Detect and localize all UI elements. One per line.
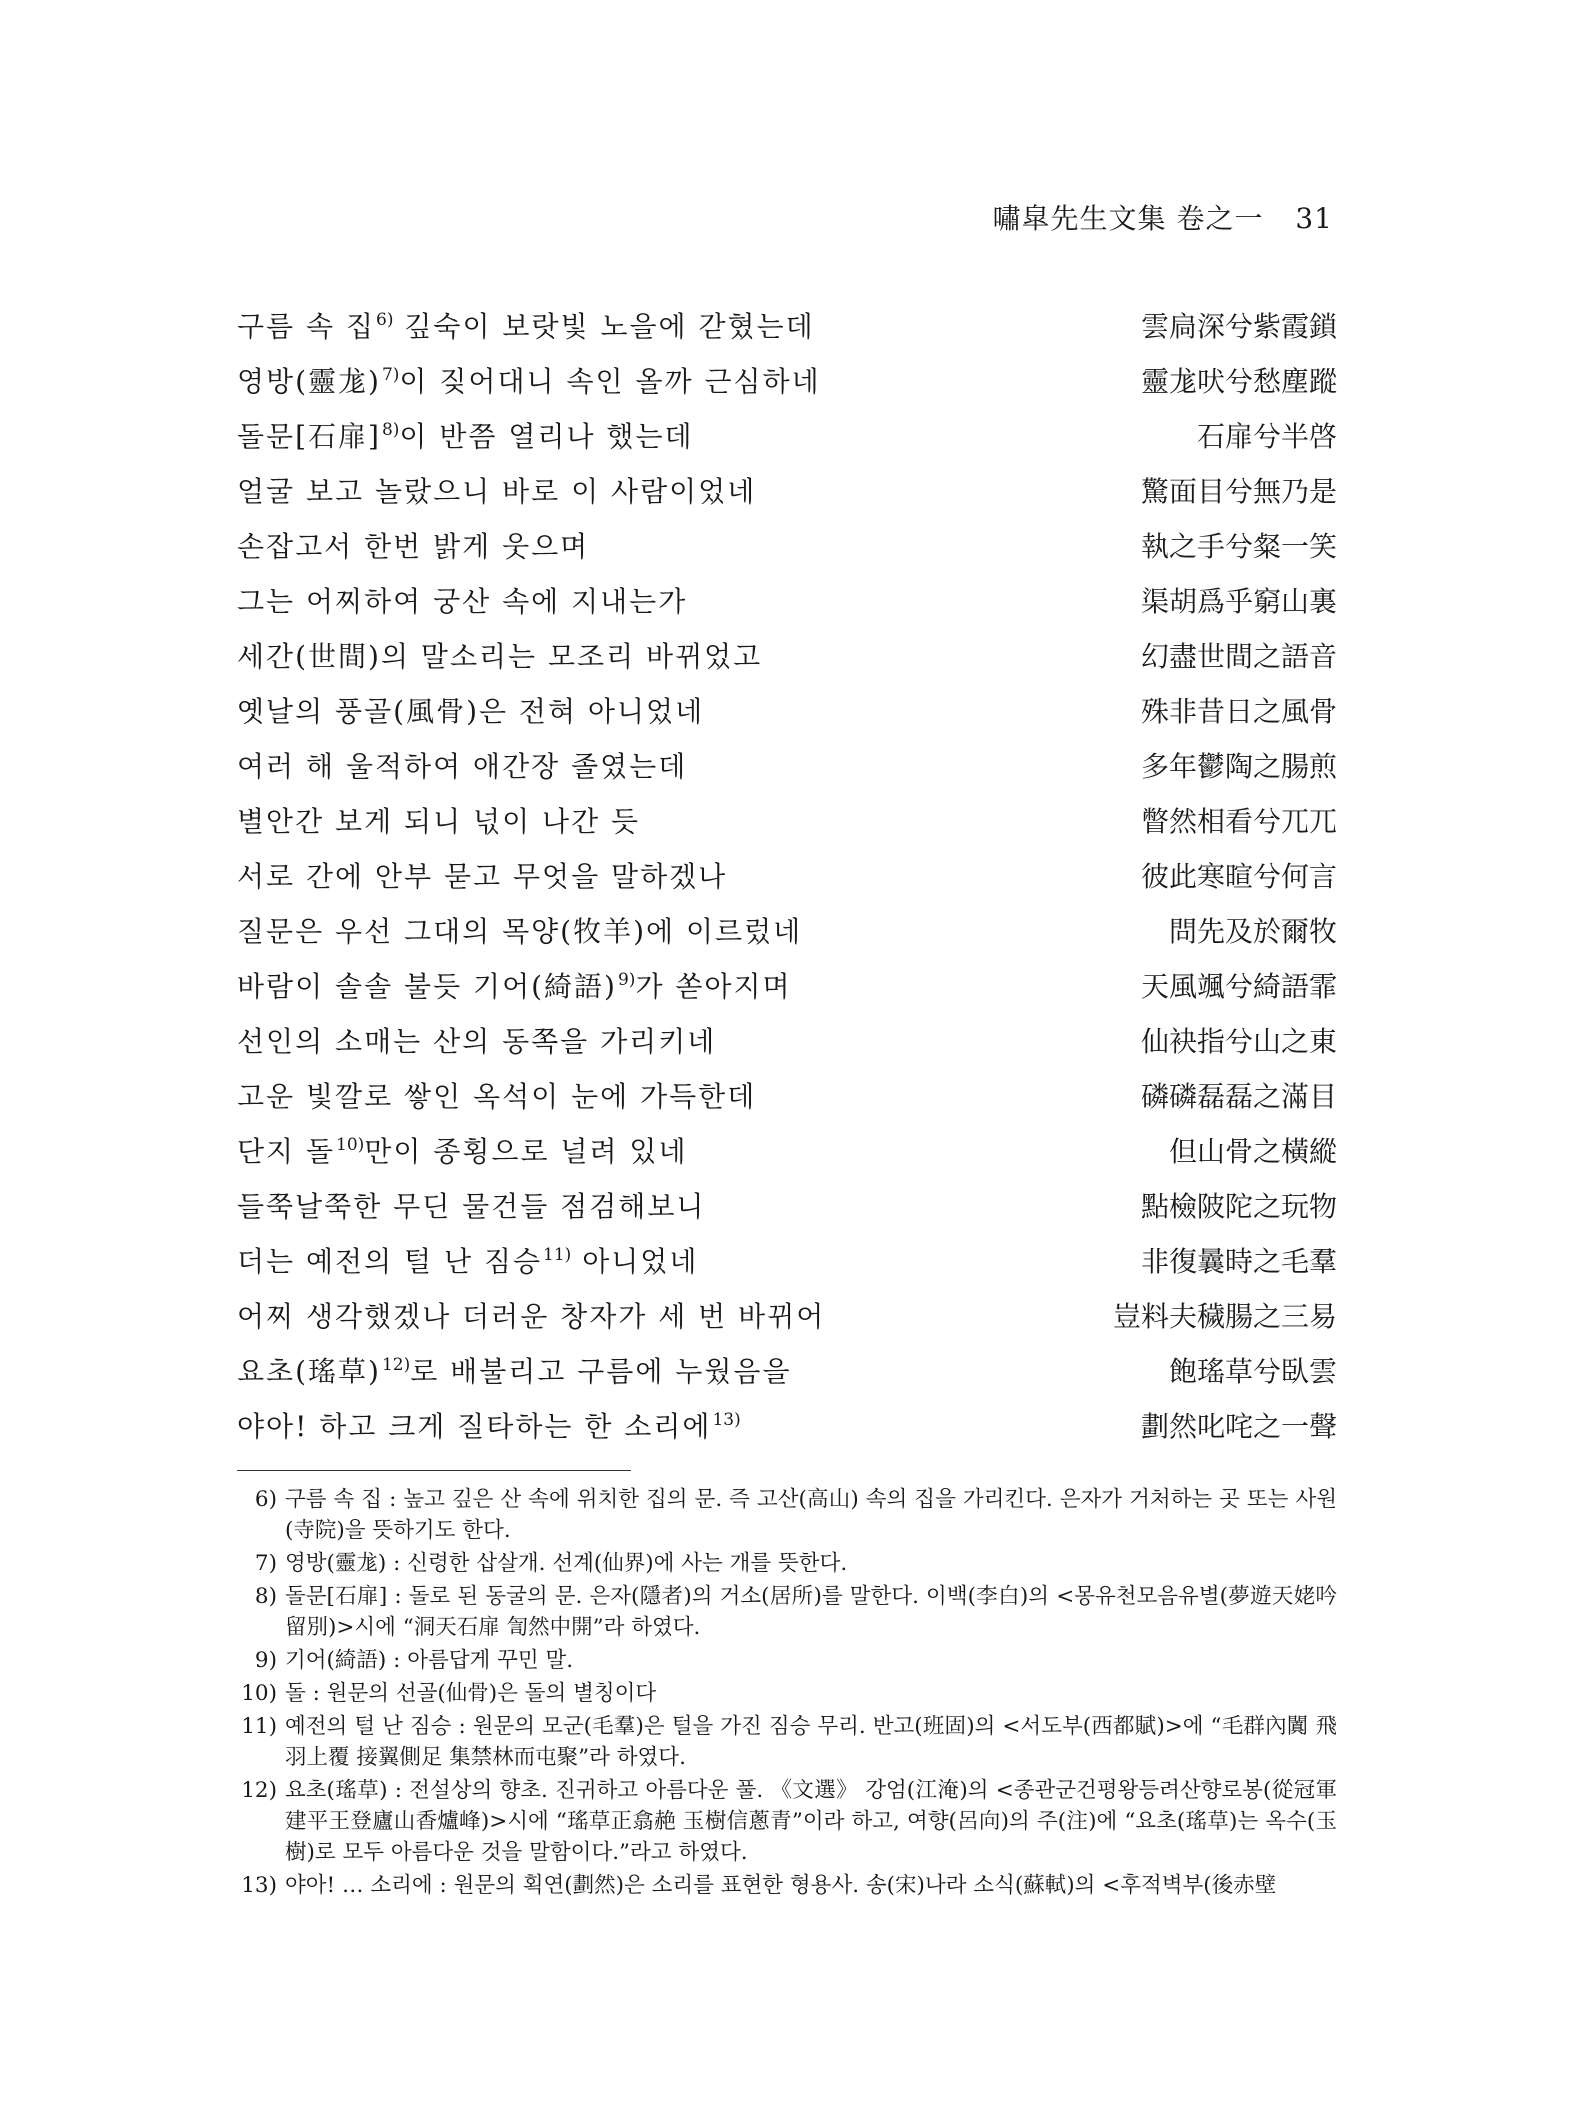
korean-translation bbox=[237, 412, 694, 462]
classical-chinese-original: 點檢陂陀之玩物 bbox=[1140, 1190, 1337, 1223]
verse-line bbox=[237, 687, 1337, 742]
classical-chinese-original: 石扉兮半啓 bbox=[1196, 420, 1337, 453]
verse-block bbox=[237, 302, 1337, 1457]
footnote-number: 6) bbox=[254, 1487, 277, 1512]
classical-chinese-original: 劃然叱咤之一聲 bbox=[1140, 1410, 1337, 1443]
korean-translation bbox=[237, 907, 802, 957]
footnote-text: 요초(瑤草) : 전설상의 향초. 진귀하고 아름다운 풀. 《文選》 강엄(江淹)의 <종관군건평왕등려산향로봉(從冠軍建平王登廬山香爐峰)>시에 “瑤草正翕赩 玉樹信蔥青”이라 하고, 여향(呂向)의 주(注)에 “요초(瑤草)는 옥수(玉樹)로 모두 아름다운 것을 말함이다.”라고 하였다. bbox=[285, 1778, 1337, 1865]
footnote-marker: 9) bbox=[617, 970, 636, 990]
korean-translation bbox=[237, 1182, 705, 1232]
verse-line bbox=[237, 852, 1337, 907]
classical-chinese-original: 雲扃深兮紫霞鎖 bbox=[1140, 310, 1337, 343]
page-number: 31 bbox=[1295, 202, 1333, 235]
verse-line bbox=[237, 797, 1337, 852]
korean-text-continued: 이 반쯤 열리나 했는데 bbox=[399, 420, 694, 453]
korean-text: 손잡고서 한번 밝게 웃으며 bbox=[237, 530, 590, 563]
korean-text: 영방(靈尨) bbox=[237, 365, 381, 398]
korean-text: 얼굴 보고 놀랐으니 바로 이 사람이었네 bbox=[237, 475, 757, 508]
footnote bbox=[237, 1870, 1337, 1901]
korean-translation bbox=[237, 962, 792, 1012]
verse-line bbox=[237, 1402, 1337, 1457]
footnote-number: 10) bbox=[241, 1681, 277, 1706]
korean-text: 서로 간에 안부 묻고 무엇을 말하겠나 bbox=[237, 860, 728, 893]
footnote-number: 12) bbox=[241, 1778, 277, 1803]
korean-text: 더는 예전의 털 난 짐승 bbox=[237, 1245, 543, 1278]
footnote-number: 11) bbox=[241, 1714, 277, 1739]
classical-chinese-original: 磷磷磊磊之滿目 bbox=[1140, 1080, 1337, 1113]
classical-chinese-original: 靈尨吠兮愁塵蹤 bbox=[1140, 365, 1337, 398]
korean-translation bbox=[237, 797, 640, 847]
korean-translation bbox=[237, 467, 756, 517]
classical-chinese-original: 執之手兮粲一笑 bbox=[1140, 530, 1337, 563]
footnote-divider bbox=[237, 1470, 631, 1471]
classical-chinese-original: 殊非昔日之風骨 bbox=[1140, 695, 1337, 728]
footnote-text: 돌 : 원문의 선골(仙骨)은 돌의 별칭이다 bbox=[285, 1681, 657, 1706]
verse-line bbox=[237, 962, 1337, 1017]
korean-text: 고운 빛깔로 쌓인 옥석이 눈에 가득한데 bbox=[237, 1080, 757, 1113]
verse-line bbox=[237, 742, 1337, 797]
korean-text: 들쭉날쭉한 무딘 물건들 점검해보니 bbox=[237, 1190, 706, 1223]
verse-line bbox=[237, 1127, 1337, 1182]
verse-line bbox=[237, 522, 1337, 577]
classical-chinese-original: 瞥然相看兮兀兀 bbox=[1140, 805, 1337, 838]
korean-text: 그는 어찌하여 궁산 속에 지내는가 bbox=[237, 585, 688, 618]
korean-text: 어찌 생각했겠나 더러운 창자가 세 번 바뀌어 bbox=[237, 1300, 826, 1333]
footnote-marker: 7) bbox=[381, 365, 400, 385]
book-title: 嘯皐先生文集 卷之一 bbox=[992, 202, 1264, 235]
korean-translation bbox=[237, 1347, 792, 1397]
verse-line bbox=[237, 412, 1337, 467]
korean-text: 세간(世間)의 말소리는 모조리 바뀌었고 bbox=[237, 640, 763, 673]
korean-text: 여러 해 울적하여 애간장 졸였는데 bbox=[237, 750, 688, 783]
verse-line bbox=[237, 1072, 1337, 1127]
korean-text-continued: 가 쏟아지며 bbox=[635, 970, 792, 1003]
korean-text: 별안간 보게 되니 넋이 나간 듯 bbox=[237, 805, 641, 838]
footnote bbox=[237, 1581, 1337, 1643]
verse-line bbox=[237, 577, 1337, 632]
footnote bbox=[237, 1711, 1337, 1773]
korean-text: 구름 속 집 bbox=[237, 310, 375, 343]
korean-translation bbox=[237, 687, 704, 737]
footnote-text: 예전의 털 난 짐승 : 원문의 모군(毛羣)은 털을 가진 짐승 무리. 반고(班固)의 <서도부(西都賦)>에 “毛群內闐 飛羽上覆 接翼側足 集禁林而屯聚”라 하였다. bbox=[285, 1714, 1337, 1770]
korean-text: 요초(瑤草) bbox=[237, 1355, 381, 1388]
korean-translation bbox=[237, 742, 687, 792]
classical-chinese-original: 仙袂指兮山之東 bbox=[1140, 1025, 1337, 1058]
korean-translation bbox=[237, 522, 589, 572]
korean-text: 질문은 우선 그대의 목양(牧羊)에 이르렀네 bbox=[237, 915, 803, 948]
korean-translation bbox=[237, 1237, 698, 1287]
verse-line bbox=[237, 1237, 1337, 1292]
korean-text: 야아! 하고 크게 질타하는 한 소리에 bbox=[237, 1410, 712, 1443]
footnote bbox=[237, 1548, 1337, 1579]
footnote-number: 7) bbox=[254, 1551, 277, 1576]
korean-text-continued: 아니었네 bbox=[571, 1245, 699, 1278]
footnotes bbox=[237, 1484, 1337, 1903]
classical-chinese-original: 但山骨之橫縱 bbox=[1168, 1135, 1337, 1168]
korean-translation bbox=[237, 1127, 688, 1177]
korean-text: 돌문[石扉] bbox=[237, 420, 381, 453]
footnote bbox=[237, 1484, 1337, 1546]
footnote-number: 9) bbox=[254, 1648, 277, 1673]
verse-line bbox=[237, 1182, 1337, 1237]
korean-text: 선인의 소매는 산의 동쪽을 가리키네 bbox=[237, 1025, 717, 1058]
footnote bbox=[237, 1775, 1337, 1868]
korean-text: 단지 돌 bbox=[237, 1135, 336, 1168]
korean-text: 옛날의 풍골(風骨)은 전혀 아니었네 bbox=[237, 695, 705, 728]
classical-chinese-original: 彼此寒暄兮何言 bbox=[1140, 860, 1337, 893]
classical-chinese-original: 多年鬱陶之腸煎 bbox=[1140, 750, 1337, 783]
korean-translation bbox=[237, 852, 727, 902]
classical-chinese-original: 非復曩時之毛羣 bbox=[1140, 1245, 1337, 1278]
korean-translation bbox=[237, 357, 821, 407]
footnote bbox=[237, 1678, 1337, 1709]
korean-text-continued: 깊숙이 보랏빛 노을에 갇혔는데 bbox=[393, 310, 815, 343]
footnote-text: 영방(靈尨) : 신령한 삽살개. 선계(仙界)에 사는 개를 뜻한다. bbox=[285, 1551, 848, 1576]
footnote-number: 13) bbox=[241, 1873, 277, 1898]
korean-translation bbox=[237, 1292, 825, 1342]
running-header bbox=[993, 197, 1333, 237]
classical-chinese-original: 驚面目兮無乃是 bbox=[1140, 475, 1337, 508]
footnote-number: 8) bbox=[254, 1584, 277, 1609]
footnote-marker: 6) bbox=[376, 310, 394, 330]
classical-chinese-original: 問先及於爾牧 bbox=[1168, 915, 1337, 948]
korean-text-continued: 이 짖어대니 속인 올까 근심하네 bbox=[399, 365, 821, 398]
korean-translation bbox=[237, 1402, 741, 1452]
korean-text: 바람이 솔솔 불듯 기어(綺語) bbox=[237, 970, 617, 1003]
verse-line bbox=[237, 1017, 1337, 1072]
verse-line bbox=[237, 1347, 1337, 1402]
footnote-text: 구름 속 집 : 높고 깊은 산 속에 위치한 집의 문. 즉 고산(高山) 속의 집을 가리킨다. 은자가 거처하는 곳 또는 사원(寺院)을 뜻하기도 한다. bbox=[285, 1487, 1337, 1543]
korean-translation bbox=[237, 632, 762, 682]
korean-translation bbox=[237, 302, 815, 352]
footnote-marker: 10) bbox=[336, 1135, 365, 1155]
footnote-text: 돌문[石扉] : 돌로 된 동굴의 문. 은자(隱者)의 거소(居所)를 말한다. 이백(李白)의 <몽유천모음유별(夢遊天姥吟留別)>시에 “洞天石扉 訇然中開”라 하였다. bbox=[285, 1584, 1338, 1640]
classical-chinese-original: 豈料夫穢腸之三易 bbox=[1112, 1300, 1337, 1333]
footnote-text: 기어(綺語) : 아름답게 꾸민 말. bbox=[285, 1648, 574, 1673]
footnote-text: 야아! … 소리에 : 원문의 획연(劃然)은 소리를 표현한 형용사. 송(宋)나라 소식(蘇軾)의 <후적벽부(後赤壁 bbox=[285, 1873, 1277, 1898]
footnote-marker: 13) bbox=[712, 1410, 741, 1430]
verse-line bbox=[237, 302, 1337, 357]
classical-chinese-original: 渠胡爲乎窮山裏 bbox=[1140, 585, 1337, 618]
footnote-marker: 8) bbox=[381, 420, 400, 440]
korean-text-continued: 만이 종횡으로 널려 있네 bbox=[364, 1135, 688, 1168]
classical-chinese-original: 飽瑤草兮臥雲 bbox=[1168, 1355, 1337, 1388]
footnote-marker: 11) bbox=[543, 1245, 572, 1265]
verse-line bbox=[237, 357, 1337, 412]
footnote-marker: 12) bbox=[381, 1355, 411, 1375]
verse-line bbox=[237, 907, 1337, 962]
korean-translation bbox=[237, 1072, 756, 1122]
korean-translation bbox=[237, 577, 687, 627]
korean-text-continued: 로 배불리고 구름에 누웠음을 bbox=[410, 1355, 792, 1388]
verse-line bbox=[237, 1292, 1337, 1347]
korean-translation bbox=[237, 1017, 716, 1067]
verse-line bbox=[237, 467, 1337, 522]
classical-chinese-original: 天風颯兮綺語霏 bbox=[1140, 970, 1337, 1003]
classical-chinese-original: 幻盡世間之語音 bbox=[1140, 640, 1337, 673]
verse-line bbox=[237, 632, 1337, 687]
footnote bbox=[237, 1645, 1337, 1676]
